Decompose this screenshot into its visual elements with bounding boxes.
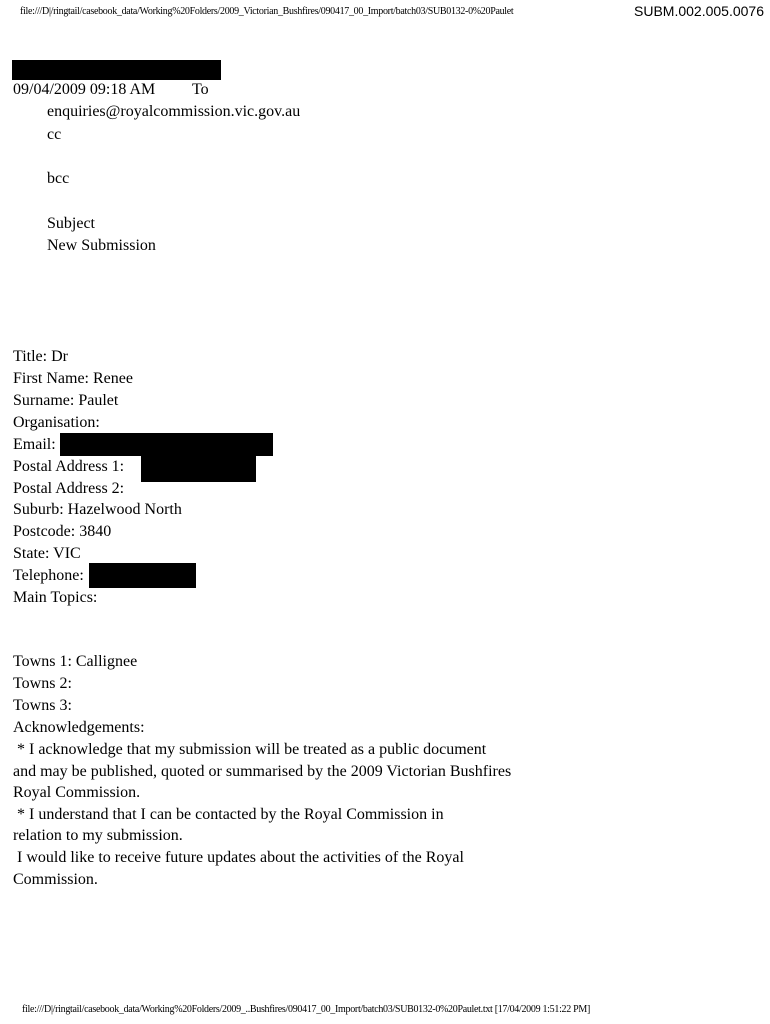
email-subject-value: New Submission bbox=[47, 237, 156, 254]
document-id: SUBM.002.005.0076 bbox=[634, 3, 764, 19]
email-datetime: 09/04/2009 09:18 AM bbox=[13, 81, 156, 98]
redaction-postal-address bbox=[141, 455, 256, 482]
field-surname: Surname: Paulet bbox=[13, 392, 119, 409]
ack-line: relation to my submission. bbox=[13, 827, 183, 844]
header-file-path: file:///D|/ringtail/casebook_data/Working%20Folders/2009_Victorian_Bushfires/090417_00_Import/batch03/SUB0132-0%20Paulet bbox=[20, 6, 514, 17]
field-organisation: Organisation: bbox=[13, 414, 100, 431]
email-subject-label: Subject bbox=[47, 215, 95, 232]
field-email-label: Email: bbox=[13, 436, 56, 453]
field-telephone-label: Telephone: bbox=[13, 567, 84, 584]
field-state: State: VIC bbox=[13, 545, 81, 562]
redaction-sender bbox=[12, 60, 221, 80]
redaction-telephone bbox=[89, 563, 196, 588]
field-postal-address-1: Postal Address 1: bbox=[13, 458, 125, 475]
field-suburb: Suburb: Hazelwood North bbox=[13, 501, 182, 518]
field-acknowledgements: Acknowledgements: bbox=[13, 719, 145, 736]
email-bcc-label: bcc bbox=[47, 170, 70, 187]
ack-line: and may be published, quoted or summarised by the 2009 Victorian Bushfires bbox=[13, 763, 512, 780]
field-towns-2: Towns 2: bbox=[13, 675, 72, 692]
field-postcode: Postcode: 3840 bbox=[13, 523, 112, 540]
redaction-email bbox=[60, 433, 273, 456]
email-cc-label: cc bbox=[47, 126, 62, 143]
ack-line: * I understand that I can be contacted by the Royal Commission in bbox=[13, 806, 444, 823]
email-to-value: enquiries@royalcommission.vic.gov.au bbox=[47, 103, 301, 120]
ack-line: * I acknowledge that my submission will be treated as a public document bbox=[13, 741, 487, 758]
field-towns-3: Towns 3: bbox=[13, 697, 72, 714]
field-postal-address-2: Postal Address 2: bbox=[13, 480, 125, 497]
ack-line: Commission. bbox=[13, 871, 98, 888]
field-title: Title: Dr bbox=[13, 348, 68, 365]
email-to-label: To bbox=[192, 81, 209, 98]
ack-line: I would like to receive future updates about the activities of the Royal bbox=[13, 849, 464, 866]
ack-line: Royal Commission. bbox=[13, 784, 141, 801]
footer-file-path: file:///D|/ringtail/casebook_data/Working%20Folders/2009_..Bushfires/090417_00_Import/batch03/SUB0132-0%20Paulet.txt [17/04/2009 1:51:22 PM] bbox=[22, 1004, 591, 1015]
field-first-name: First Name: Renee bbox=[13, 370, 133, 387]
field-towns-1: Towns 1: Callignee bbox=[13, 653, 138, 670]
field-main-topics: Main Topics: bbox=[13, 589, 98, 606]
